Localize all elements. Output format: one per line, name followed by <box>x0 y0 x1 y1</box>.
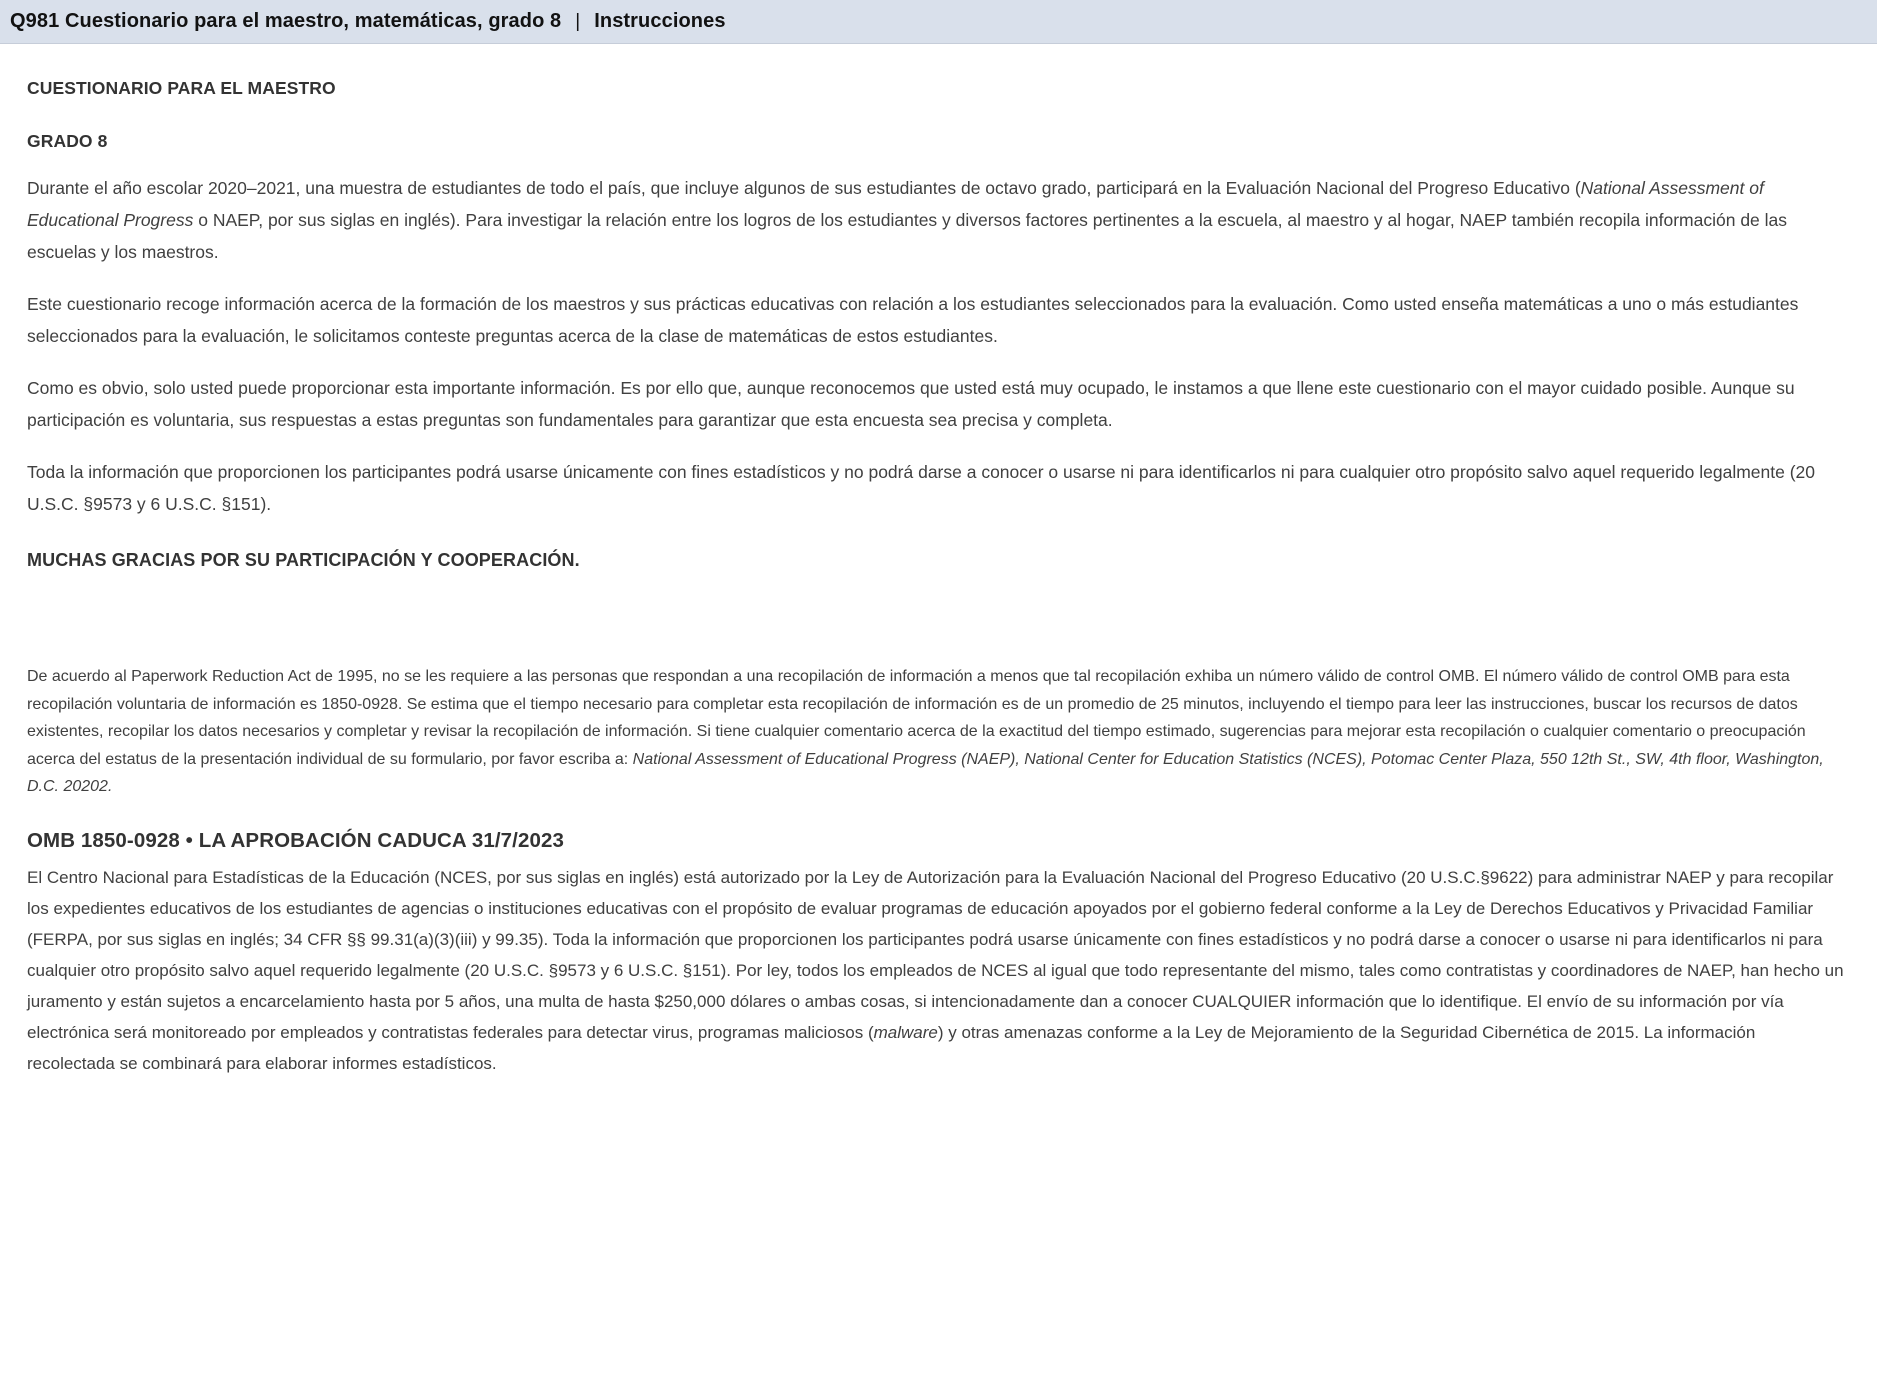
omb-heading: OMB 1850-0928 • LA APROBACIÓN CADUCA 31/7/2023 <box>27 828 564 852</box>
questionnaire-title: Q981 Cuestionario para el maestro, matemáticas, grado 8 <box>10 10 562 32</box>
thanks-heading: MUCHAS GRACIAS POR SU PARTICIPACIÓN Y COOPERACIÓN. <box>27 550 580 570</box>
titlebar <box>0 0 1877 44</box>
instructions-content <box>0 44 1877 1119</box>
paperwork-reduction-notice-text: De acuerdo al Paperwork Reduction Act de 1995, no se les requiere a las personas que respondan a una recopilación de información a menos que tal recopilación exhiba un número válido de control OMB. El número válido de control OMB para esta recopilación voluntaria de información es 1850-0928. Se estima que el tiempo necesario para completar esta recopilación de información es de un promedio de 25 minutos, incluyendo el tiempo para leer las instrucciones, buscar los recursos de datos existentes, recopilar los datos necesarios y completar y revisar la recopilación de información. Si tiene cualquier comentario acerca de la exactitud del tiempo estimado, sugerencias para mejorar esta recopilación o cualquier comentario o preocupación acerca del estatus de la presentación individual de su formulario, por favor escriba a: <box>27 668 1806 768</box>
title-separator: | <box>575 10 581 32</box>
intro-paragraph-1-text: Durante el año escolar 2020–2021, una muestra de estudiantes de todo el país, que incluye algunos de sus estudiantes de octavo grado, participará en la Evaluación Nacional del Progreso Educativo ( <box>27 178 1581 198</box>
intro-paragraph-2: Este cuestionario recoge información acerca de la formación de los maestros y sus prácticas educativas con relación a los estudiantes seleccionados para la evaluación. Como usted enseña matemáticas a uno o más estudiantes seleccionados para la evaluación, le solicitamos conteste preguntas acerca de la clase de matemáticas de estos estudiantes. <box>27 294 1799 346</box>
intro-paragraph-1-text-cont: o NAEP, por sus siglas en inglés). Para investigar la relación entre los logros de los estudiantes y diversos factores pertinentes a la escuela, al maestro y al hogar, NAEP también recopila información de las escuelas y los maestros. <box>27 210 1788 262</box>
titlebar-section-instructions: Instrucciones <box>594 10 726 32</box>
legal-notice-text-cont: ) y otras amenazas conforme a la Ley de Mejoramiento de la Seguridad Cibernética de 2015. La información recolectada se combinará para elaborar informes estadísticos. <box>27 1022 1756 1073</box>
legal-notice-text: El Centro Nacional para Estadísticas de la Educación (NCES, por sus siglas en inglés) está autorizado por la Ley de Autorización para la Evaluación Nacional del Progreso Educativo (20 U.S.C.§9622) para administrar NAEP y para recopilar los expedientes educativos de los estudiantes de agencias o instituciones educativas con el propósito de evaluar programas de educación apoyados por el gobierno federal conforme a la Ley de Derechos Educativos y Privacidad Familiar (FERPA, por sus siglas en inglés; 34 CFR §§ 99.31(a)(3)(iii) y 99.35). Toda la información que proporcionen los participantes podrá usarse únicamente con fines estadísticos y no podrá darse a conocer o usarse ni para identificarlos ni para cualquier otro propósito salvo aquel requerido legalmente (20 U.S.C. §9573 y 6 U.S.C. §151). Por ley, todos los empleados de NCES al igual que todo representante del mismo, tales como contratistas y coordinadores de NAEP, han hecho un juramento y están sujetos a encarcelamiento hasta por 5 años, una multa de hasta $250,000 dólares o ambas cosas, si intencionadamente dan a conocer CUALQUIER información que lo identifique. El envío de su información por vía electrónica será monitoreado por empleados y contratistas federales para detectar virus, programas maliciosos ( <box>27 867 1844 1042</box>
intro-paragraph-1 <box>27 172 1847 268</box>
grade-heading: GRADO 8 <box>27 131 108 151</box>
malware-italic: malware <box>873 1022 938 1042</box>
confidentiality-paragraph: Toda la información que proporcionen los participantes podrá usarse únicamente con fines estadísticos y no podrá darse a conocer o usarse ni para identificarlos ni para cualquier otro propósito salvo aquel requerido legalmente (20 U.S.C. §9573 y 6 U.S.C. §151). <box>27 462 1815 514</box>
questionnaire-heading: CUESTIONARIO PARA EL MAESTRO <box>27 78 336 98</box>
naep-address-italic: National Assessment of Educational Progress (NAEP), National Center for Education Statistics (NCES), Potomac Center Plaza, 550 12th St., SW, 4th floor, Washington, D.C. 20202. <box>27 750 1824 795</box>
legal-notice <box>27 862 1847 1079</box>
intro-paragraph-3: Como es obvio, solo usted puede proporcionar esta importante información. Es por ello que, aunque reconocemos que usted está muy ocupado, le instamos a que llene este cuestionario con el mayor cuidado posible. Aunque su participación es voluntaria, sus respuestas a estas preguntas son fundamentales para garantizar que esta encuesta sea precisa y completa. <box>27 378 1795 430</box>
naep-name-italic: National Assessment of Educational Progress <box>27 178 1764 230</box>
paperwork-reduction-notice <box>27 663 1847 801</box>
